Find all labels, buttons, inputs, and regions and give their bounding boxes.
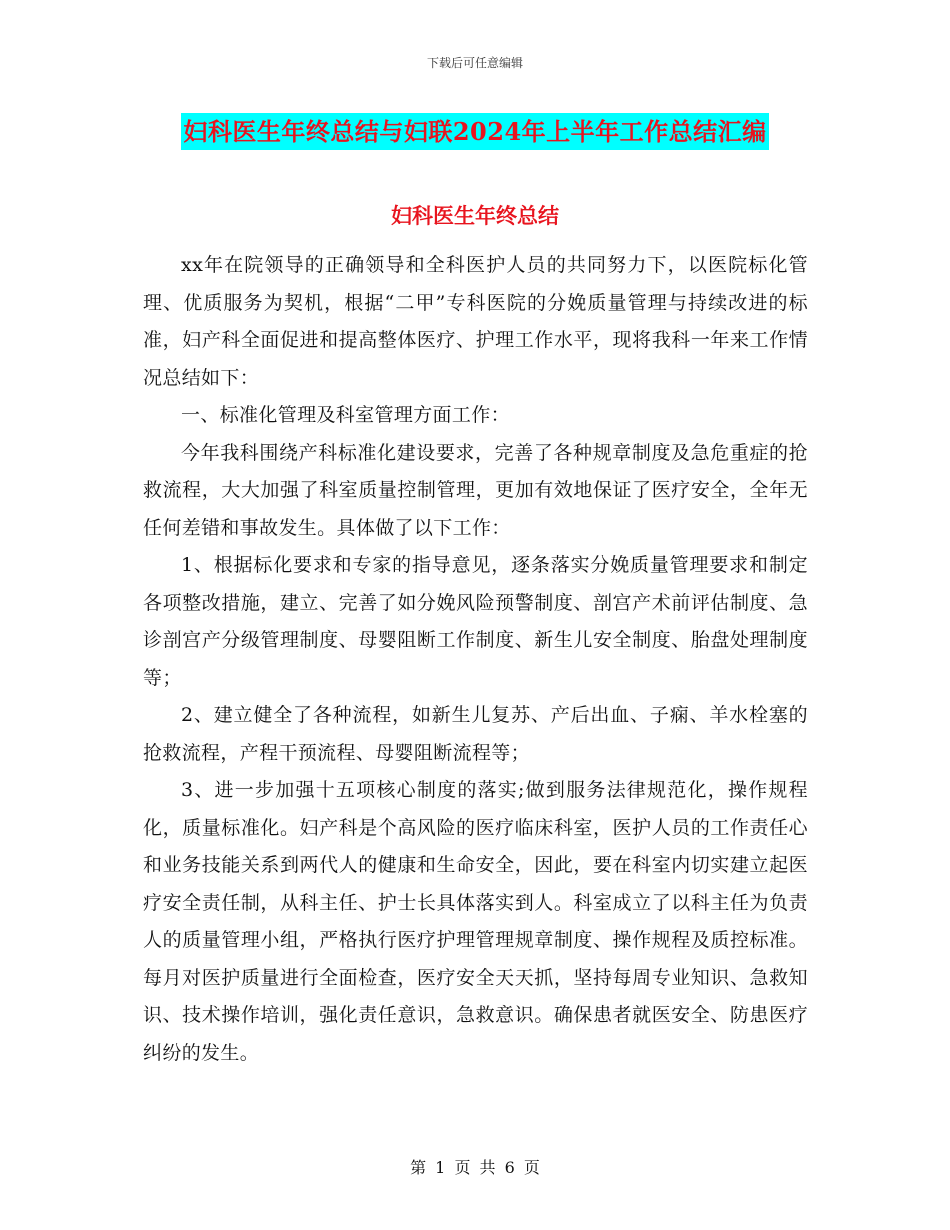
page-footer: 第 1 页 共 6 页 [410, 1158, 540, 1177]
header-note: 下载后可任意编辑 [426, 56, 523, 70]
section-title: 妇科医生年终总结 [391, 203, 559, 228]
paragraph: 3、进一步加强十五项核心制度的落实;做到服务法律规范化，操作规程化，质量标准化。妇产科是个高风险的医疗临床科室，医护人员的工作责任心和业务技能关系到两代人的健康和生命安全，因此，要在科室内切实建立起医疗安全责任制，从科主任、护士长具体落实到人。科室成立了以科主任为负责人的质量管理小组，严格执行医疗护理管理规章制度、操作规程及质控标准。每月对医护质量进行全面检查，医疗安全天天抓，坚持每周专业知识、急救知识、技术操作培训，强化责任意识，急救意识。确保患者就医安全、防患医疗纠纷的发生。 [143, 779, 808, 1064]
paragraph: 今年我科围绕产科标准化建设要求，完善了各种规章制度及急危重症的抢救流程，大大加强了科室质量控制管理，更加有效地保证了医疗安全，全年无任何差错和事故发生。具体做了以下工作： [143, 441, 808, 539]
paragraph: 1、根据标化要求和专家的指导意见，逐条落实分娩质量管理要求和制定各项整改措施，建立、完善了如分娩风险预警制度、剖宫产术前评估制度、急诊剖宫产分级管理制度、母婴阻断工作制度、新生儿安全制度、胎盘处理制度等； [143, 554, 808, 689]
document-title [0, 112, 950, 147]
paragraph: 一、标准化管理及科室管理方面工作： [181, 404, 510, 426]
paragraph: xx年在院领导的正确领导和全科医护人员的共同努力下，以医院标化管理、优质服务为契机，根据“二甲”专科医院的分娩质量管理与持续改进的标准，妇产科全面促进和提高整体医疗、护理工作水平，现将我科一年来工作情况总结如下： [143, 254, 808, 389]
paragraph: 2、建立健全了各种流程，如新生儿复苏、产后出血、子痫、羊水栓塞的抢救流程，产程干预流程、母婴阻断流程等； [143, 704, 808, 764]
document-body [143, 247, 808, 1072]
document-title-text: 妇科医生年终总结与妇联2024年上半年工作总结汇编 [181, 113, 768, 150]
